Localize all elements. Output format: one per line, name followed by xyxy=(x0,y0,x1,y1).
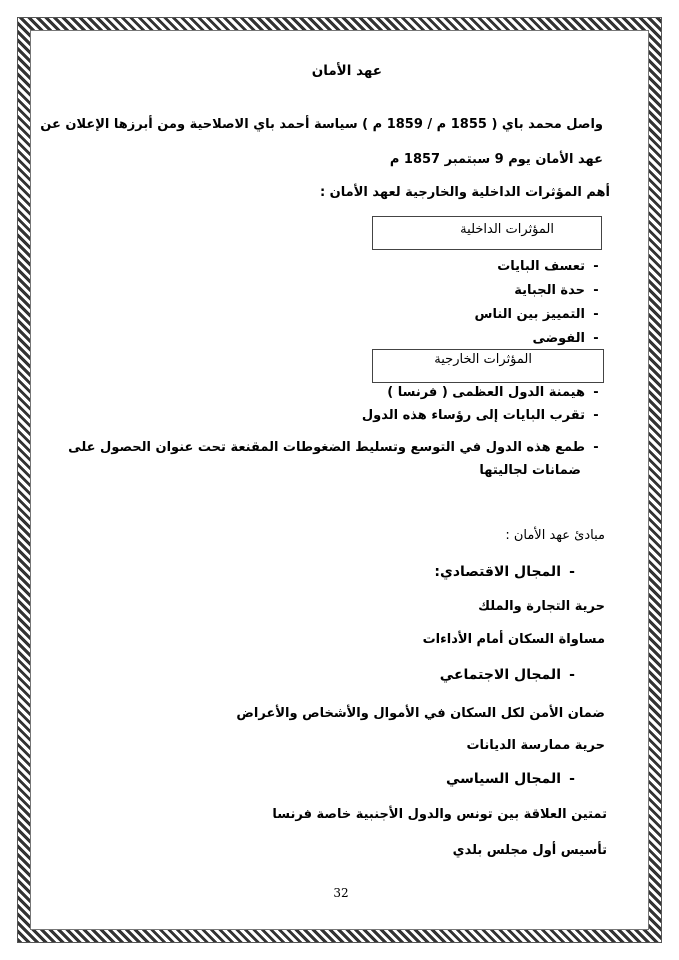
social-heading: -المجال الاجتماعي xyxy=(439,667,575,683)
list-item: -تقرب البايات إلى رؤساء هذه الدول xyxy=(361,408,599,423)
intro-line-2: عهد الأمان يوم 9 سبتمبر 1857 م xyxy=(389,152,603,167)
external-influences-label: المؤثرات الخارجية xyxy=(434,352,532,367)
list-item-continuation: ضمانات لجاليتها xyxy=(479,463,581,478)
social-item: ضمان الأمن لكل السكان في الأموال والأشخاص والأعراض xyxy=(236,706,605,721)
page-number: 32 xyxy=(333,886,349,900)
page-title: عهد الأمان xyxy=(311,63,382,79)
economic-heading: -المجال الاقتصادي: xyxy=(434,564,575,580)
list-item: -طمع هذه الدول في التوسع وتسليط الضغوطات المقنعة تحت عنوان الحصول على xyxy=(68,440,599,455)
list-item: -الفوضى xyxy=(532,331,599,346)
influences-heading: أهم المؤثرات الداخلية والخارجية لعهد الأمان : xyxy=(319,185,610,200)
principles-heading: مبادئ عهد الأمان : xyxy=(505,528,605,543)
list-item: -حدة الجباية xyxy=(514,283,599,298)
economic-item: حرية التجارة والملك xyxy=(478,599,605,614)
list-item: -هيمنة الدول العظمى ( فرنسا ) xyxy=(387,385,599,400)
political-item: تأسيس أول مجلس بلدي xyxy=(452,843,607,858)
intro-line-1: واصل محمد باي ( 1855 م / 1859 م ) سياسة أحمد باي الاصلاحية ومن أبرزها الإعلان عن xyxy=(40,117,603,132)
internal-influences-label: المؤثرات الداخلية xyxy=(460,222,554,237)
political-heading: -المجال السياسي xyxy=(445,771,575,787)
political-item: تمتين العلاقة بين تونس والدول الأجنبية خاصة فرنسا xyxy=(272,807,607,822)
list-item: -التمييز بين الناس xyxy=(474,307,599,322)
economic-item: مساواة السكان أمام الأداءات xyxy=(422,632,605,647)
social-item: حرية ممارسة الديانات xyxy=(466,738,605,753)
list-item: -تعسف البايات xyxy=(497,259,599,274)
